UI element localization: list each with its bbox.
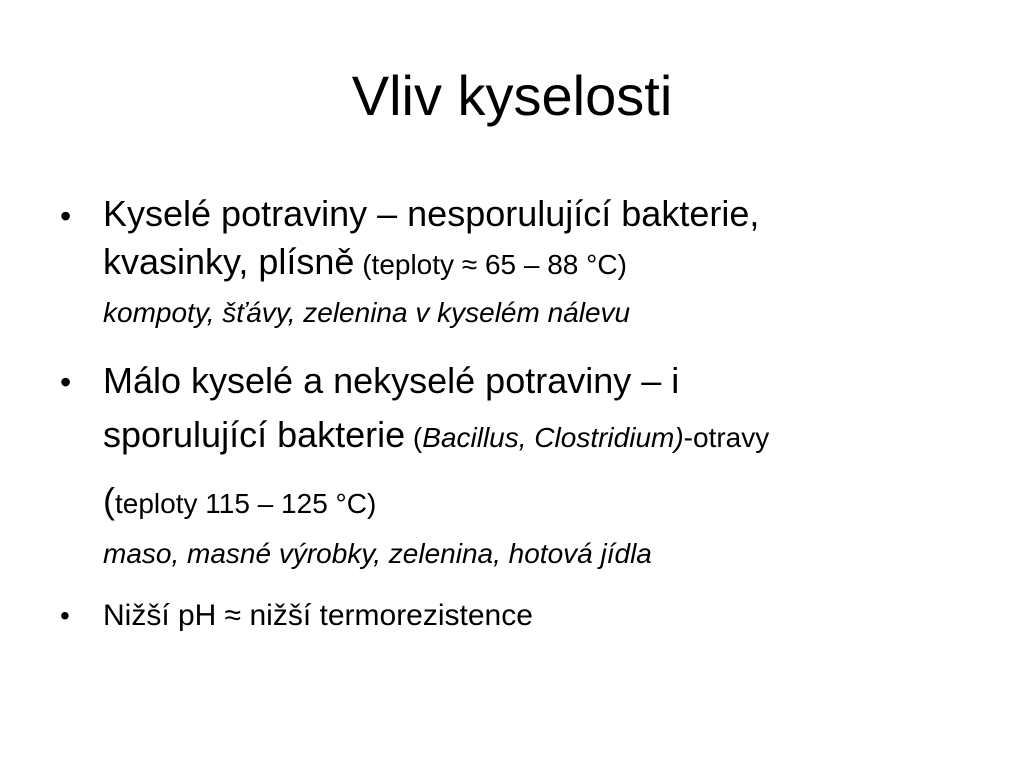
bullet-line bbox=[103, 476, 376, 534]
temperature-note: (teploty ≈ 65 – 88 °C) bbox=[354, 249, 627, 280]
bullet-line bbox=[103, 410, 769, 468]
temperature-note: teploty 115 – 125 °C) bbox=[115, 488, 377, 519]
bullet-text-main: sporulující bakterie bbox=[103, 414, 406, 455]
example-foods: kompoty, šťávy, zelenina v kyselém nálevu bbox=[103, 297, 631, 328]
bacteria-names: Bacillus, Clostridium) bbox=[422, 422, 684, 453]
bullet-line bbox=[103, 238, 627, 294]
bullet-line: Kyselé potraviny – nesporulující bakterie, bbox=[103, 193, 760, 234]
bullet-line: Málo kyselé a nekyselé potraviny – i bbox=[103, 360, 680, 401]
bullet-line: Nižší pH ≈ nižší termorezistence bbox=[103, 599, 533, 632]
example-foods: maso, masné výrobky, zelenina, hotová jídla bbox=[103, 538, 652, 569]
poisoning-note: -otravy bbox=[683, 422, 770, 453]
bullet-marker: • bbox=[60, 600, 70, 631]
bullet-marker: • bbox=[60, 198, 72, 234]
paren-open: ( bbox=[103, 480, 115, 521]
bullet-text-main: kvasinky, plísně bbox=[103, 241, 355, 282]
bullet-marker: • bbox=[60, 364, 72, 400]
paren-open: ( bbox=[405, 422, 423, 453]
slide-title: Vliv kyselosti bbox=[351, 64, 673, 127]
